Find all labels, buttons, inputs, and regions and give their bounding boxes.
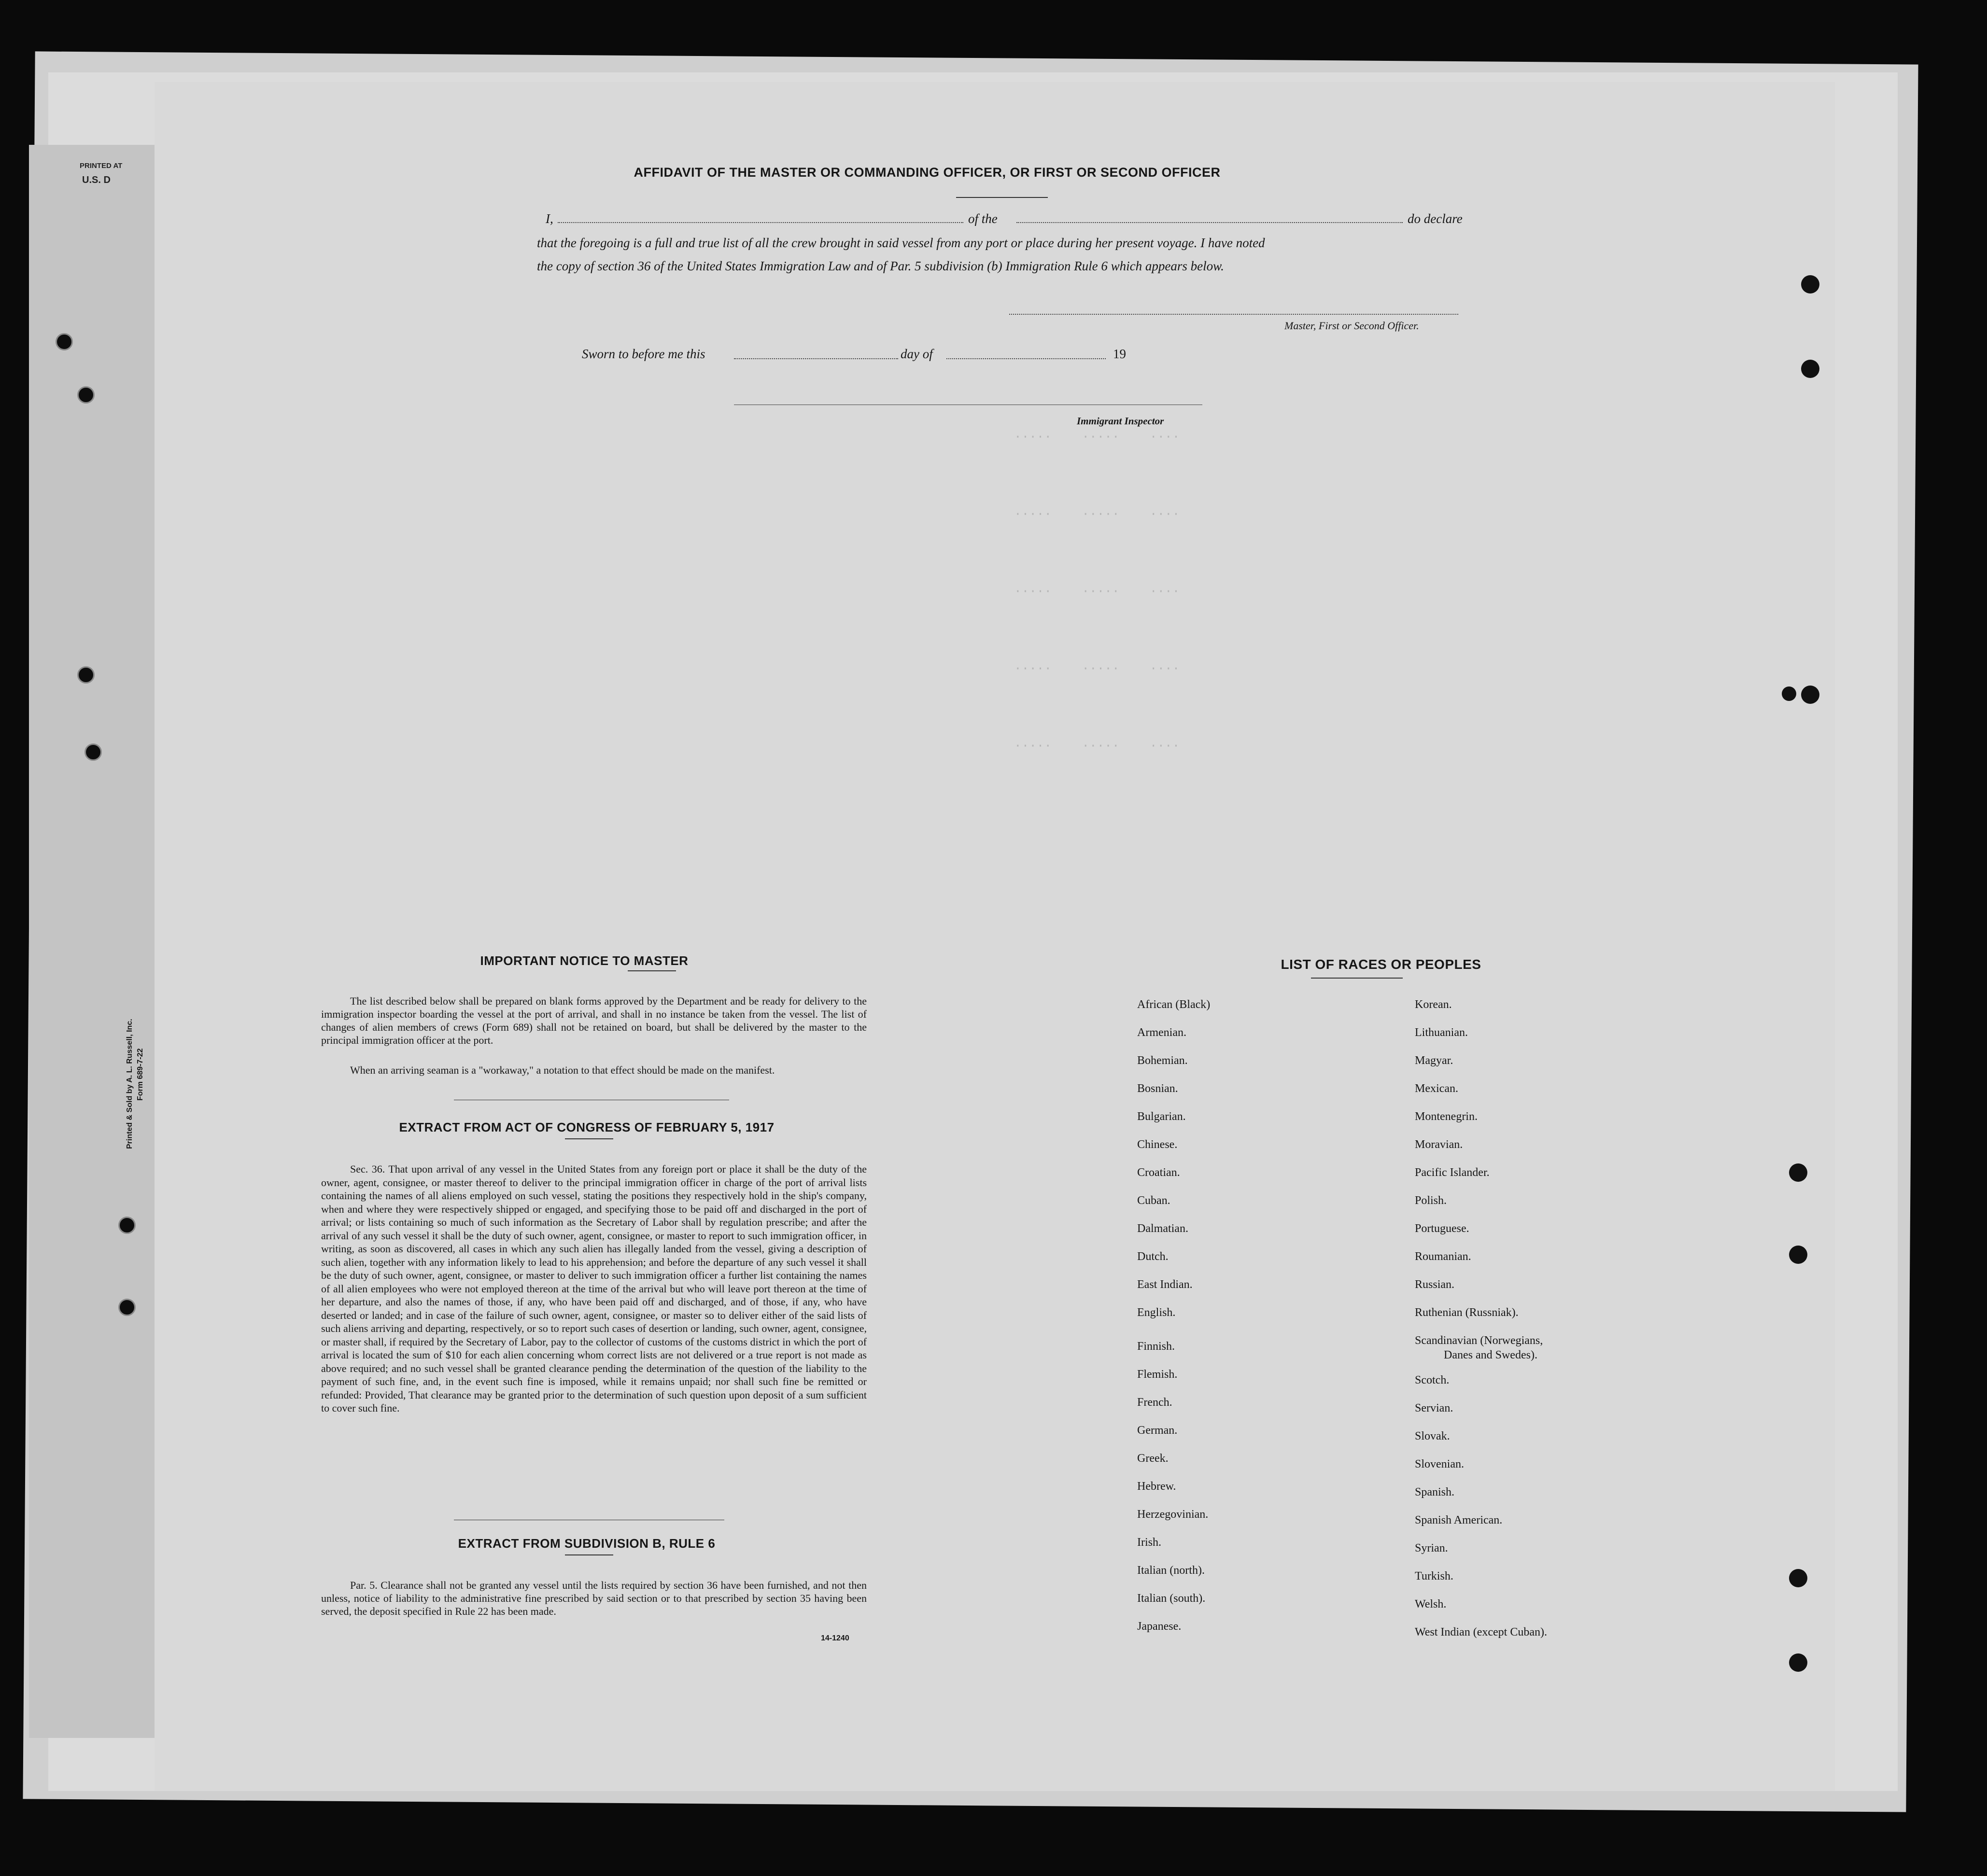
race-item: Greek. [1137,1452,1169,1465]
race-item: Turkish. [1415,1570,1453,1582]
race-item: Korean. [1415,998,1452,1011]
race-item: Russian. [1415,1278,1455,1291]
ghost-bleed: ····· ····· ···· [1014,507,1180,521]
race-item: Irish. [1137,1536,1161,1549]
race-item: Chinese. [1137,1138,1178,1151]
race-item: Bulgarian. [1137,1110,1186,1123]
race-item: Flemish. [1137,1368,1178,1381]
day-blank [734,358,898,359]
race-item: Scandinavian (Norwegians, [1415,1334,1543,1347]
form-code: 14-1240 [821,1634,849,1642]
race-item: Moravian. [1415,1138,1463,1151]
signature-line [1009,314,1458,315]
race-item: Servian. [1415,1402,1453,1414]
race-item: Dutch. [1137,1250,1169,1263]
extract-rule-body: Par. 5. Clearance shall not be granted any vessel until the lists required by section 36 have been furnished, and not then unless, notice of liability to the administrative fine prescribed by said section or to that prescribed by section 35 having been served, the deposit specified in Rule 22 has been made. [321,1579,867,1617]
race-item: French. [1137,1396,1172,1409]
ghost-bleed: ····· ····· ···· [1014,661,1180,676]
day-of-label: day of [901,347,933,361]
punch-hole [1782,686,1796,701]
name-blank [558,222,963,223]
race-item: West Indian (except Cuban). [1415,1626,1547,1638]
race-item: Armenian. [1137,1026,1186,1039]
punch-hole [1789,1246,1807,1264]
ghost-bleed: ····· ····· ···· [1014,739,1180,753]
divider [1311,978,1403,979]
punch-hole [1789,1569,1807,1587]
divider [628,970,676,971]
race-item: Montenegrin. [1415,1110,1478,1123]
stub-form: Form 689-7-22 [136,1048,144,1101]
race-item: East Indian. [1137,1278,1193,1291]
divider [565,1138,613,1139]
race-item: Bosnian. [1137,1082,1178,1095]
races-column-2 [1415,998,1547,1654]
affidavit-do-declare: do declare [1408,211,1463,226]
affidavit-title: AFFIDAVIT OF THE MASTER OR COMMANDING OFFICER, OR FIRST OR SECOND OFFICER [634,165,1221,180]
race-item: African (Black) [1137,998,1211,1011]
year-label: 19 [1113,347,1126,361]
left-stub-sheet [29,145,155,1738]
race-item: Magyar. [1415,1054,1453,1067]
race-item: Japanese. [1137,1620,1182,1633]
race-item: Slovenian. [1415,1458,1464,1470]
race-item: Danes and Swedes). [1444,1349,1537,1361]
race-item: Mexican. [1415,1082,1458,1095]
race-item: Scotch. [1415,1374,1450,1386]
race-item: Portuguese. [1415,1222,1469,1235]
ghost-bleed: ····· ····· ···· [1014,430,1180,444]
punch-hole [118,1299,136,1316]
punch-hole [1801,360,1819,378]
punch-hole [1789,1653,1807,1672]
punch-hole [118,1217,136,1234]
punch-hole [85,743,102,761]
race-item: Ruthenian (Russniak). [1415,1306,1519,1319]
punch-hole [56,333,73,350]
punch-hole [1801,686,1819,704]
race-item: Hebrew. [1137,1480,1176,1493]
race-item: Italian (north). [1137,1564,1205,1577]
race-item: Herzegovinian. [1137,1508,1209,1521]
divider [565,1554,613,1555]
race-item: Welsh. [1415,1598,1447,1610]
race-item: Roumanian. [1415,1250,1471,1263]
extract-rule-title: EXTRACT FROM SUBDIVISION B, RULE 6 [458,1536,716,1551]
race-item: Finnish. [1137,1340,1175,1353]
race-item: Croatian. [1137,1166,1180,1179]
punch-hole [77,666,95,684]
extract-act-title: EXTRACT FROM ACT OF CONGRESS OF FEBRUARY 5, 1917 [399,1120,775,1134]
races-title: LIST OF RACES OR PEOPLES [1281,957,1481,972]
notice-para2: When an arriving seaman is a "workaway," a notation to that effect should be made on the manifest. [350,1064,775,1076]
inspector-label: Immigrant Inspector [1077,415,1164,427]
race-item: Polish. [1415,1194,1447,1207]
stub-printed: PRINTED AT [80,162,123,170]
race-item: Slovak. [1415,1430,1450,1442]
affidavit-i: I, [546,211,553,226]
race-item: Pacific Islander. [1415,1166,1490,1179]
race-item: Syrian. [1415,1542,1448,1554]
affidavit-of-the: of the [968,211,998,226]
document-page [155,82,1835,1791]
affidavit-line2: that the foregoing is a full and true list of all the crew brought in said vessel from any port or place during her present voyage. I have noted [537,236,1265,250]
sworn-label: Sworn to before me this [582,347,705,361]
divider [956,197,1048,198]
race-item: English. [1137,1306,1176,1319]
race-item: Cuban. [1137,1194,1170,1207]
race-item: Lithuanian. [1415,1026,1468,1039]
ghost-bleed: ····· ····· ···· [1014,584,1180,599]
race-item: Bohemian. [1137,1054,1188,1067]
signature-label: Master, First or Second Officer. [1284,320,1419,332]
affidavit-line3: the copy of section 36 of the United States Immigration Law and of Par. 5 subdivision (b) Immigration Rule 6 which appears below. [537,259,1224,273]
stub-us: U.S. D [82,175,111,185]
race-item: Spanish American. [1415,1514,1503,1526]
punch-hole [1801,275,1819,294]
punch-hole [1789,1163,1807,1182]
races-column-1 [1137,998,1210,1648]
notice-para1: The list described below shall be prepared on blank forms approved by the Department and be ready for delivery to the immigration inspector boarding the vessel at the port of arrival, and shall in no instance be taken from the vessel. The list of changes of alien members of crews (Form 689) shall not be retained on board, but shall be delivered by the master to the principal immigration officer at the port. [321,995,867,1046]
punch-hole [77,386,95,404]
race-item: Spanish. [1415,1486,1455,1498]
month-blank [946,358,1106,359]
race-item: Dalmatian. [1137,1222,1188,1235]
race-item: German. [1137,1424,1178,1437]
extract-act-body: Sec. 36. That upon arrival of any vessel in the United States from any foreign port or place it shall be the duty of the owner, agent, consignee, or master thereof to deliver to the principal immigration officer in charge of the port of arrival lists containing the names of all aliens employed on such vessel, stating the positions they respectively hold in the ship's company, when and where they were respectively shipped or engaged, and specifying those to be paid off and discharged in the port of arrival; or lists containing so much of such information as the Secretary of Labor shall by regulation prescribe; and after the arrival of any such vessel it shall be the duty of such owner, agent, consignee, or master to report to such immigration officer, in writing, as soon as discovered, all cases in which any such alien has illegally landed from the vessel, giving a description of such alien, together with any information likely to lead to his apprehension; and before the departure of any such vessel it shall be the duty of such owner, agent, consignee, or master to deliver to such immigration officer a further list containing the names of all alien employees who were not employed thereon at the time of the arrival but who will leave port thereon at the time of her departure, and also the names of those, if any, who have been paid off and discharged, and of those, if any, who have deserted or landed; and in case of the failure of such owner, agent, consignee, or master so to deliver either of the said lists of such aliens arriving and departing, respectively, or so to report such cases of desertion or landing, such owner, agent, consignee, or master shall, if required by the Secretary of Labor, pay to the collector of customs of the customs district in which the port of arrival is located the sum of $10 for each alien concerning whom correct lists are not delivered or a true report is not made as above required; and no such vessel shall be granted clearance pending the determination of the question of the liability to the payment of such fine, and, in the event such fine is imposed, while it remains unpaid; nor shall such fine be remitted or refunded: Provided, That clearance may be granted prior to the determination of such question upon deposit of a sum sufficient to cover such fine. [321,1163,867,1414]
race-item: Italian (south). [1137,1592,1206,1605]
stub-printer: Printed & Sold by A. L. Russell, Inc. [126,1019,134,1149]
notice-title: IMPORTANT NOTICE TO MASTER [480,953,689,968]
vessel-blank [1016,222,1403,223]
